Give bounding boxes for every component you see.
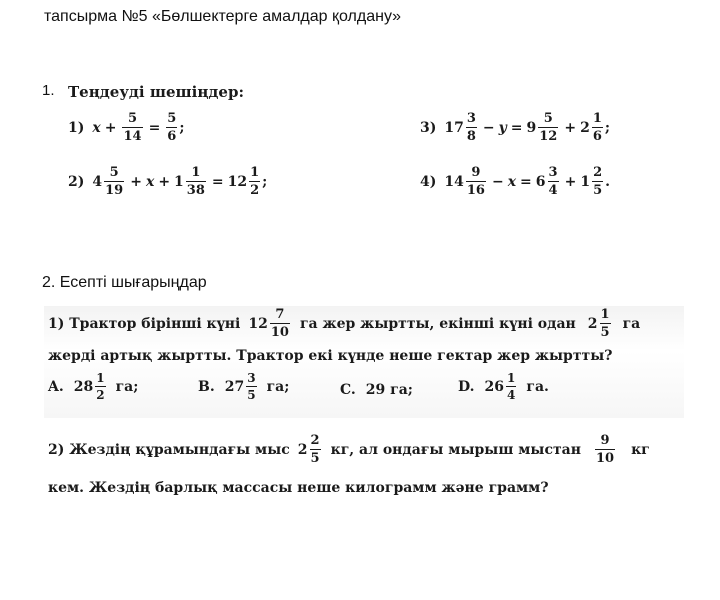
eq4-fraction-1 — [466, 166, 486, 197]
denominator: 10 — [595, 451, 615, 466]
answer-b-label: B. — [198, 378, 215, 395]
numerator: 1 — [250, 165, 260, 180]
answer-c-text: 29 га; — [365, 382, 413, 398]
denominator: 4 — [548, 183, 558, 198]
eq2-whole-3: 12 — [227, 173, 248, 190]
eq3-whole-3: 2 — [580, 119, 590, 136]
eq3-minus: − — [482, 119, 495, 136]
eq2-plus-2: + — [158, 173, 171, 190]
answer-d — [458, 372, 549, 401]
denominator: 38 — [186, 183, 205, 198]
eq1-end: ; — [179, 119, 185, 136]
answer-b-fraction — [246, 372, 256, 401]
eq2-whole-2: 1 — [174, 173, 184, 190]
eq4-whole-2: 6 — [535, 173, 546, 190]
answer-d-unit: га. — [526, 378, 549, 395]
denominator: 14 — [123, 129, 142, 144]
answer-c-label: C. — [340, 382, 356, 398]
p1-fraction-1 — [270, 308, 290, 339]
eq2-fraction-2 — [186, 166, 206, 197]
numerator: 9 — [471, 165, 481, 180]
answer-b-whole: 27 — [224, 378, 245, 395]
numerator: 3 — [548, 165, 558, 180]
eq4-minus: − — [491, 173, 504, 190]
eq3-fraction-3 — [592, 112, 603, 143]
denominator: 19 — [105, 183, 124, 198]
equation-3 — [420, 112, 610, 143]
numerator: 3 — [247, 371, 256, 385]
p2-fraction-2 — [595, 434, 615, 465]
problem-2-line-2: кем. Жездің барлық массасы неше килограмм және грамм? — [48, 480, 549, 496]
numerator: 1 — [96, 371, 105, 385]
answer-b-unit: га; — [266, 378, 290, 395]
eq3-label: 3) — [420, 119, 437, 136]
denominator: 2 — [96, 388, 105, 402]
denominator: 6 — [167, 129, 177, 144]
numerator: 3 — [466, 111, 476, 126]
eq2-whole-1: 4 — [92, 173, 103, 190]
numerator: 5 — [167, 111, 177, 126]
p2-whole-1: 2 — [297, 441, 308, 458]
denominator: 10 — [270, 325, 289, 340]
p2-fraction-1 — [310, 434, 321, 465]
eq1-fraction-1 — [122, 112, 142, 143]
eq3-whole-1: 17 — [444, 119, 464, 136]
answer-d-whole: 26 — [484, 378, 504, 395]
problem-1-line-1 — [48, 308, 640, 339]
p1-whole-1: 12 — [248, 315, 268, 332]
eq2-plus-1: + — [130, 173, 142, 190]
answer-a-label: A. — [48, 378, 64, 395]
eq2-fraction-1 — [104, 166, 124, 197]
denominator: 6 — [592, 129, 602, 144]
eq4-whole-1: 14 — [444, 173, 464, 190]
eq3-end: ; — [604, 119, 611, 136]
eq1-var: x — [92, 119, 101, 136]
answer-a-fraction — [95, 372, 105, 401]
eq2-fraction-3 — [249, 166, 260, 197]
eq2-label: 2) — [68, 173, 85, 190]
denominator: 5 — [593, 183, 603, 198]
eq3-whole-2: 9 — [526, 119, 537, 136]
eq1-label: 1) — [68, 119, 85, 136]
eq1-fraction-2 — [166, 112, 177, 143]
answer-a-whole: 28 — [73, 378, 94, 395]
numerator: 5 — [109, 165, 119, 180]
eq3-fraction-2 — [538, 112, 558, 143]
numerator: 1 — [191, 165, 201, 180]
section1-number: 1. — [42, 82, 55, 99]
denominator: 2 — [250, 183, 260, 198]
eq2-var: x — [145, 173, 155, 190]
denominator: 8 — [466, 129, 476, 144]
p2-text-a: 2) Жездің құрамындағы мыс — [48, 441, 290, 458]
numerator: 2 — [593, 165, 603, 180]
eq3-fraction-1 — [466, 112, 477, 143]
denominator: 12 — [539, 129, 558, 144]
eq4-equals: = — [520, 173, 532, 190]
problem-2-line-1 — [48, 434, 650, 465]
numerator: 5 — [543, 111, 553, 126]
numerator: 7 — [275, 307, 285, 322]
denominator: 5 — [600, 325, 610, 340]
numerator: 1 — [600, 307, 610, 322]
eq4-end: . — [605, 173, 610, 190]
numerator: 2 — [310, 433, 320, 448]
eq3-plus: + — [564, 119, 577, 136]
equation-2 — [68, 166, 267, 197]
equation-1 — [68, 112, 185, 143]
eq4-label: 4) — [420, 173, 437, 190]
p1-text-b: га жер жыртты, екінші күні одан — [299, 315, 576, 332]
answer-c — [340, 382, 413, 398]
eq1-equals: = — [148, 119, 161, 136]
denominator: 5 — [310, 451, 320, 466]
section1-heading: Теңдеуді шешіңдер: — [68, 83, 244, 101]
answer-d-label: D. — [458, 378, 475, 395]
eq3-var: y — [498, 119, 507, 136]
eq4-whole-3: 1 — [580, 173, 591, 190]
numerator: 9 — [600, 433, 610, 448]
denominator: 4 — [507, 388, 516, 402]
eq4-fraction-2 — [548, 166, 559, 197]
eq4-plus: + — [564, 173, 577, 190]
denominator: 16 — [466, 183, 485, 198]
page-title: тапсырма №5 «Бөлшектерге амалдар қолдану» — [44, 8, 402, 25]
p1-whole-2: 2 — [587, 315, 598, 332]
answer-b — [198, 372, 289, 401]
equation-4 — [420, 166, 610, 197]
p1-text-c: га — [622, 315, 641, 332]
numerator: 5 — [127, 111, 138, 126]
p2-text-c: кг — [631, 441, 650, 458]
eq2-end: ; — [262, 173, 268, 190]
eq2-equals: = — [211, 173, 224, 190]
eq3-equals: = — [510, 119, 523, 136]
p1-fraction-2 — [600, 308, 611, 339]
denominator: 5 — [247, 388, 256, 402]
eq1-plus: + — [104, 119, 117, 136]
problem-1-line-2: жерді артық жыртты. Трактор екі күнде неше гектар жер жыртты? — [48, 348, 613, 364]
numerator: 1 — [507, 371, 516, 385]
answer-a-unit: га; — [115, 378, 139, 395]
eq4-var: x — [507, 173, 517, 190]
p1-text-a: 1) Трактор бірінші күні — [48, 315, 241, 332]
numerator: 1 — [592, 111, 602, 126]
section2-heading: 2. Есепті шығарыңдар — [42, 274, 207, 291]
p2-text-b: кг, ал ондағы мырыш мыстан — [330, 441, 581, 458]
answer-a — [48, 372, 138, 401]
answer-d-fraction — [506, 372, 516, 401]
eq4-fraction-3 — [592, 166, 603, 197]
